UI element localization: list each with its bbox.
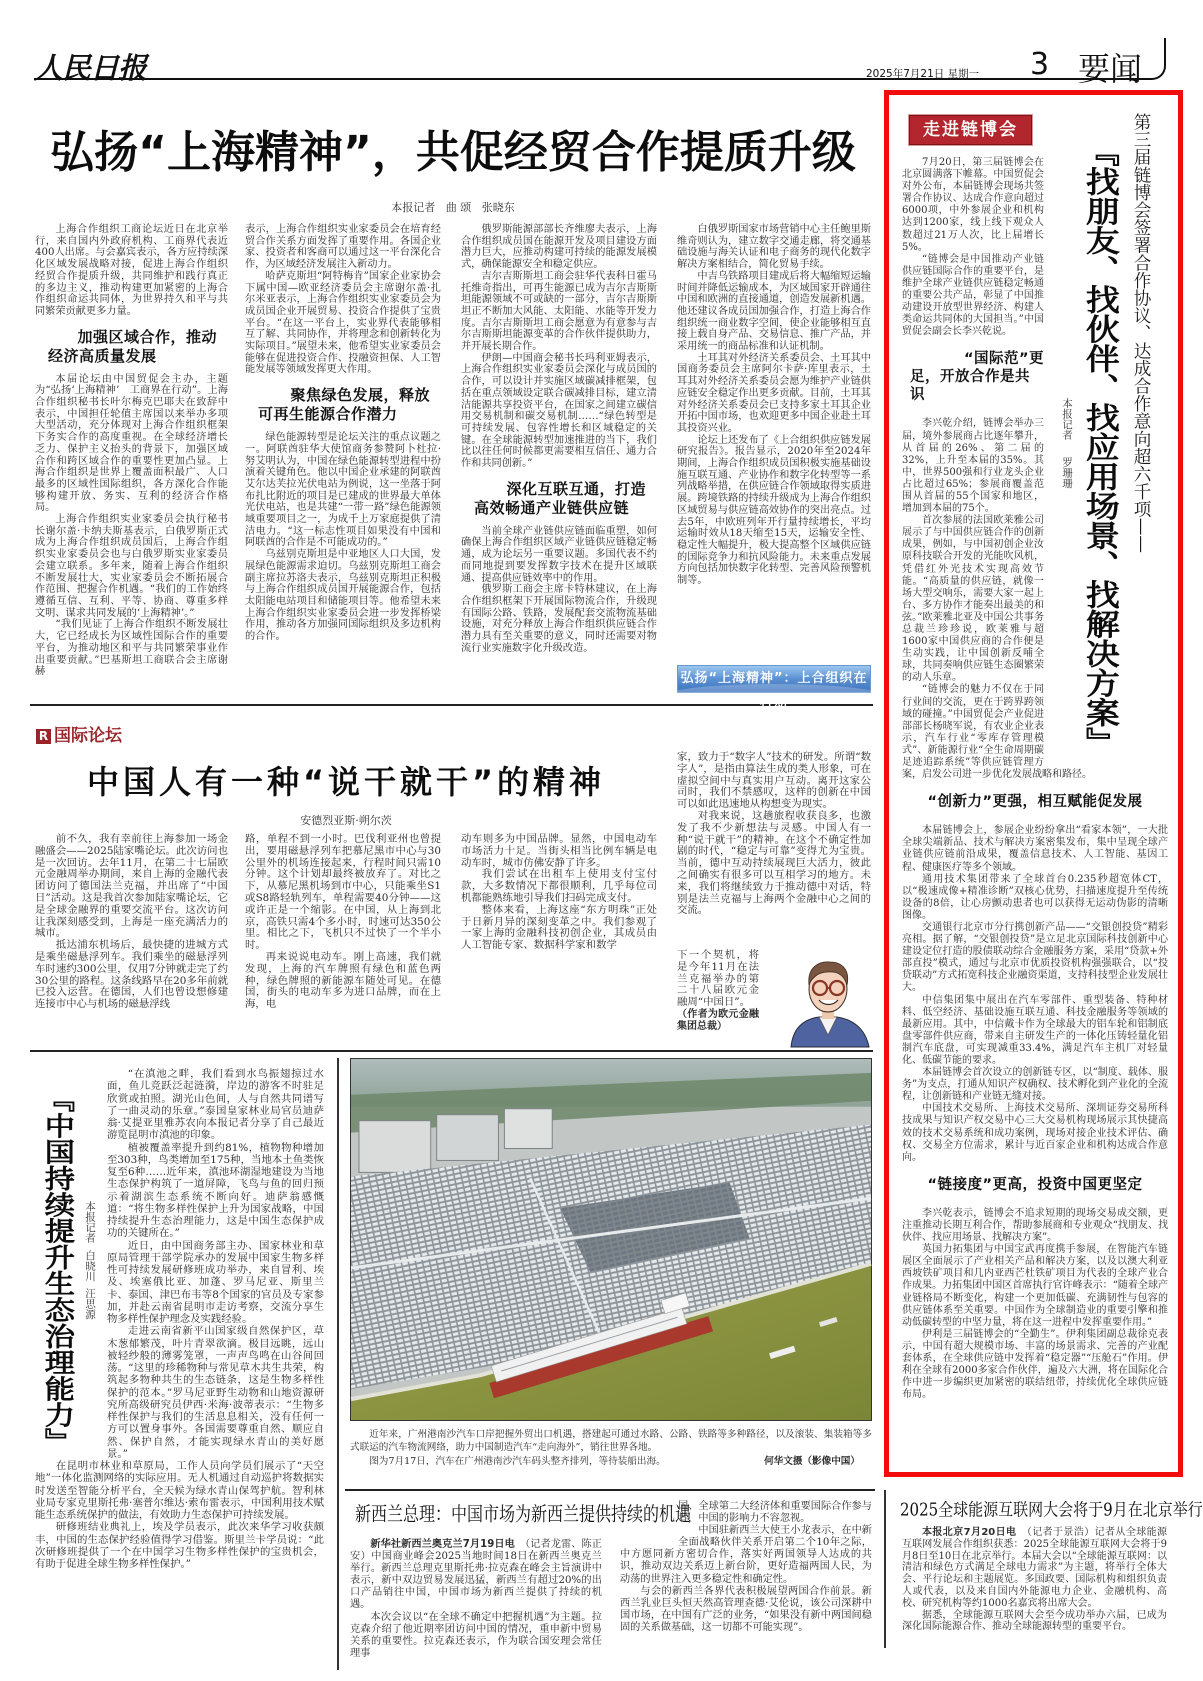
- paragraph: 土耳其对外经济关系委员会、土耳其中国商务委员会主席阿尔卡萨·库里表示，土耳其对外经济关系委员会愿为维护产业链供应链安全稳定作出更多贡献。目前，土耳其对外经济关系委员会已支持多家土耳其企业开拓中国市场，也欢迎更多中国企业赴土耳其投资兴业。: [677, 352, 871, 434]
- paragraph: 李兴乾表示，链博会不追求短期的现场交易成交额，更注重推动长期互利合作，帮助参展商和专业观众“找朋友、找伙伴、找应用场景、找解决方案”。: [902, 1207, 1168, 1244]
- paragraph: “我们见证了上海合作组织不断发展壮大，它已经成长为区域性国际合作的重要平台，为推动地区和平与共同繁荣事业作出重要贡献。”巴基斯坦工商联合会主席谢赫: [35, 619, 228, 678]
- paragraph: 7月20日，第三届链博会在北京圆满落下帷幕。中国贸促会对外公布，本届链博会现场共签署合作协议、达成合作意向超过6000项，中外参展企业和机构达到1200家，线上线下观众人数超过21万人次，比上届增长5%。: [902, 157, 1044, 253]
- chain-expo-subtitle: 第三届链博会签署合作协议、达成合作意向超六千项——: [1131, 113, 1151, 553]
- paragraph: 绿色能源转型是论坛关注的重点议题之一。阿联酋驻华大使馆商务参赞阿卜杜拉·努艾明认为，中国在绿色能源转型进程中扮演着关键角色。他以中国企业承建的阿联酋艾尔达芙拉光伏电站为例说，这一坐落于阿布扎比附近的项目是已建成的世界最大单体光伏电站，也是共建“一带一路”绿色能源领域重要项目之一，为成千上万家庭提供了清洁电力。“这一标志性项目如果没有中国和阿联酋的合作是不可能成功的。”: [245, 432, 441, 549]
- paragraph: 上海合作组织工商论坛近日在北京举行，来自国内外政府机构、工商界代表近400人出席。与会嘉宾表示，各方应持续深化区域发展战略对接，促进上海合作组织经贸合作提质升级，共同维护和践行真正的多边主义，推动构建更加紧密的上海合作组织命运共同体，为世界持久和平与共同繁荣贡献更多力量。: [35, 224, 228, 317]
- forum-column-1: [35, 834, 228, 1044]
- forum-label-text: 国际论坛: [54, 726, 122, 746]
- subhead-line: 经济高质量发展: [48, 346, 157, 365]
- issue-date: 2025年7月21日 星期一: [866, 68, 980, 80]
- photo-car-terminal: [350, 1058, 872, 1421]
- subhead-line: 加强区域合作，推动: [77, 327, 217, 346]
- byline-label: 本报记者: [1061, 398, 1073, 440]
- series-banner: [677, 665, 871, 712]
- subhead-line: 可再生能源合作潜力: [258, 405, 398, 424]
- chain-expo-body: [902, 157, 1168, 1467]
- subhead-line: “国际范”更: [963, 351, 1044, 368]
- lead-byline: 本报记者 曲 颂 张晓东: [391, 201, 515, 214]
- column-tag: 走进链博会: [909, 115, 1032, 145]
- forum-section-label: [36, 726, 122, 746]
- paragraph: 本届链博会首次设立的创新链专区，以“制度、载体、服务”为支点，打通从知识产权确权、技术孵化到产业化的全流程，让创新链和产业链无缝对接。: [902, 1067, 1168, 1103]
- paragraph: 走进云南省新平山国家级自然保护区，草木葱郁繁茂，叶片青翠欲滴。极目远眺，远山被轻纱般的薄雾笼罩，一声声鸟鸣在山谷间回荡。“这里的珍稀物种与常见草木共生共荣，构筑起多物种共生的生态链条，这是生物多样性保护的范本。”罗马尼亚野生动物和山地资源研究所高级研究员伊西·米海·波蒂表示：“生物多样性保护与我们的生活息息相关，没有任何一方可以置身事外。各国需要尊重自然、顺应自然、保护自然，才能实现绿水青山的美好愿景。”: [107, 1325, 324, 1460]
- ecology-article-body: [35, 1068, 324, 1668]
- subhead: “链接度”更高，投资中国更坚定: [927, 1176, 1143, 1193]
- paragraph: 吉尔吉斯斯坦工商会驻华代表科日霍马托维奇指出，可再生能源已成为吉尔吉斯斯坦能源领域不可或缺的一部分，吉尔吉斯斯坦正不断加大风能、太阳能、水能等开发力度。吉尔吉斯斯坦工商会愿意为有意参与吉尔吉斯斯坦能源变革的合作伙伴提供助力，并开展长期合作。: [461, 270, 657, 353]
- r-logo-icon: R: [36, 729, 51, 744]
- paragraph: 伊朗—中国商会秘书长玛利亚姆表示，上海合作组织实业家委员会深化与成员国的合作，可以设计并实施区域碳减排框架，包括在重点领域设定联合碳减排目标，建立清洁能源共享投资平台，在国家之间建立碳信用交易机制和碳交易机制……“绿色转型是可持续发展、包容性增长和区域稳定的关键。在全球能源转型加速推进的当下，我们比以往任何时候都更需要相互信任、通力合作和共同创新。”: [461, 352, 657, 470]
- subhead: [35, 328, 228, 366]
- lead-column-1: [35, 224, 228, 694]
- paragraph: 伊利是三届链博会的“全勤生”。伊利集团副总裁徐克表示，中国有超大规模市场、丰富的场景需求、完善的产业配套体系，在全球供应链中发挥着“稳定器”“压舱石”作用。伊利在全球有2000多家合作伙伴，遍及六大洲，将在国际化合作中进一步编织更加紧密的联结纽带，持续优化全球供应链布局。: [902, 1328, 1168, 1401]
- photo-building: [359, 1121, 431, 1173]
- paragraph: 白俄罗斯国家市场营销中心主任鲍里斯维奇则认为，建立数字交通走廊，将交通基础设施与海关认证和电子商务的现代化数字解决方案相结合，简化贸易手续。: [677, 224, 871, 271]
- paragraph: 交通银行北京市分行携创新产品——“交银创投贷”精彩亮相。据了解，“交银创投贷”是立足北京国际科技创新中心建设定位打造的股债联动综合金融服务方案，采用“贷款+外部直投”模式，通过与北京市优质投资机构强强联合，以“投贷联动”方式拓宽科技企业融资渠道，支持科技型企业发展壮大。: [902, 921, 1168, 994]
- paragraph: 抵达浦东机场后，最快捷的进城方式是乘坐磁悬浮列车。我们乘坐的磁悬浮列车时速约300公里，仅用7分钟就走完了约30公里的路程。这条线路早在20多年前就已投入运营。在德国，人们也曾设想修建连接市中心与机场的磁悬浮线: [35, 939, 228, 1011]
- paragraph: 国、全球第二大经济体和重要国际合作参与者，中国的影响力不容忽视。: [678, 1501, 872, 1525]
- paragraph: 中吉乌铁路项目建成后将大幅缩短运输时间并降低运输成本，为区域国家开辟通往中国和欧洲的直接通道，创造发展新机遇。他还建议各成员国加强合作，打造上海合作组织统一商业数字空间，使企业能够相互直接上载自身产品、交易信息、推广产品，并采用统一的商品标准和认证机制。: [677, 270, 871, 353]
- series-banner-text: 弘扬“上海精神”：上合组织在行动: [680, 671, 868, 712]
- forum-headline: 中国人有一种“说干就干”的精神: [86, 763, 606, 801]
- paragraph: 本届链博会上，参展企业纷纷拿出“看家本领”，一大批全球尖端新品、技术与解决方案密集发布，集中呈现全球产业链供应链前沿成果，覆盖信息技术、人工智能、基因工程、健康医疗等多个领域。: [902, 825, 1168, 873]
- paragraph: 通用技术集团带来了全球首台0.235秒超宽体CT，以“极速成像+精准诊断”双核心优势，扫描速度提升至传统设备的8倍，让心房颤动患者也可以获得无运动伪影的清晰图像。: [902, 873, 1168, 921]
- paragraph: “在滇池之畔，我们看到水鸟振翅掠过水面，鱼儿竞跃泛起涟漪，岸边的游客不时驻足欣赏或拍照。湖光山色间，人与自然共同谱写了一曲灵动的乐章。”泰国皇家林业局官员迪萨翁·艾提亚里雅苏农向本报记者分享了自己最近游览昆明市滇池的印象。: [107, 1068, 324, 1142]
- energy-headline: 2025全球能源互联网大会将于9月在北京举行: [900, 1499, 1203, 1520]
- paragraph: 上海合作组织实业家委员会执行秘书长谢尔盖·卡纳夫斯基表示，白俄罗斯正式成为上海合作组织成员国后，上海合作组织实业家委员会也与白俄罗斯实业家委员会建立联系。多年来，随着上海合作组织不断发展壮大，实业家委员会不断拓展合作范围、把握合作机遇。“我们的工作始终遵循互信、互利、平等、协商、尊重多样文明、谋求共同发展的‘上海精神’。”: [35, 514, 228, 619]
- paragraph: 植被覆盖率提升到约81%，植物物种增加至303种，鸟类增加至175种，当地本土鱼类恢复至6种……近年来，滇池环湖湿地建设为当地生态保护构筑了一道屏障，飞鸟与鱼的回归预示着湖滨生态系统不断向好。迪萨翁感慨道：“将生物多样性保护上升为国家战略，中国持续提升生态治理能力，这是中国生态保护成功的关键所在。”: [107, 1141, 324, 1240]
- paragraph-text: （记者龙雷、陈正安）中国商业峰会2025当地时间18日在新西兰奥克兰举行。新西兰总理克里斯托弗·拉克森在峰会主旨演讲中表示，新中双边贸易发展迅猛，新西兰有超过20%的出口产品销往中国，中国市场为新西兰提供了持续的机遇。: [350, 1539, 602, 1611]
- caption-text: 近年来，广州港南沙汽车口岸把握外贸出口机遇，搭建起可通过水路、公路、铁路等多种路径，以及滚装、集装箱等多式联运的汽车物流网络，助力中国制造汽车“走向海外”，销往世界各地。: [350, 1429, 872, 1454]
- headline-wrap-spacer: [35, 1068, 107, 1458]
- subhead-line: 深化互联互通，打造: [506, 479, 646, 498]
- paragraph: 俄罗斯能源部部长齐维廖夫表示，上海合作组织成员国在能源开发及项目建设方面潜力巨大，应推动构建可持续的能源发展模式，确保能源安全和稳定供应。: [461, 224, 657, 271]
- lead-column-3: [461, 224, 657, 694]
- paragraph: 研修班结业典礼上，埃及学员表示，此次来华学习收获颇丰，中国的生态保护经验值得学习借鉴。斯里兰卡学员说：“此次研修班提供了一个在中国学习生物多样性保护的宝贵机会，有助于促进全球生物多样性保护。”: [35, 1521, 324, 1570]
- chain-expo-feature-box: [884, 90, 1183, 1477]
- photo-caption: [350, 1428, 872, 1468]
- paragraph: [902, 1527, 1167, 1610]
- paragraph: 再来说说电动车。刚上高速，我们就发现，上海的汽车牌照有绿色和蓝色两种，绿色牌照的新能源车随处可见。在德国，街头的电动车多为进口品牌，而在上海，电: [245, 950, 441, 1011]
- paragraph: 近日，由中国商务部主办、国家林业和草原局管理干部学院承办的发展中国家生物多样性可持续发展研修班成功举办，来自冒利、埃及、埃塞俄比亚、加蓬、罗马尼亚、斯里兰卡、泰国、津巴布韦等8个国家的官员及专家参加，并赴云南省昆明市走访考察，交流分享生物多样性保护理念及实践经验。: [107, 1239, 324, 1325]
- forum-column-4: [677, 752, 871, 950]
- dateline: 新华社新西兰奥克兰7月19日电: [370, 1539, 515, 1550]
- photo-credit: 何华文摄（影像中国）: [764, 1455, 860, 1467]
- paragraph: 与会的新西兰各界代表积极展望两国合作前景。新西兰乳业巨头恒天然高管理查德·艾伦说，该公司深耕中国市场，在中国有广泛的业务，“如果没有新中两国间稳固的关系做基础，这一切都不可能实现”。: [620, 1585, 872, 1633]
- photo-building: [504, 1109, 552, 1149]
- subhead: “创新力”更强，相互赋能促发展: [927, 794, 1143, 811]
- headline-wrap-spacer: [620, 1501, 678, 1539]
- nz-column-1: [350, 1539, 602, 1659]
- column-divider: [884, 1490, 886, 1648]
- paragraph: 哈萨克斯坦“阿特梅肯”国家企业家协会下属中国—欧亚经济委员会主席谢尔盖·扎尔米亚表示，上海合作组织实业家委员会为成员国企业开展贸易、投资合作提供了宝贵平台。“在这一平台上，实业界代表能够相互了解、共同协作，并将理念和创新转化为实际项目。”展望未来，他希望实业家委员会能够在促进投资合作、投融资担保、人工智能发展等领域发挥更大作用。: [245, 270, 441, 376]
- ecology-headline: 『中国持续提升生态治理能力』: [39, 1086, 74, 1455]
- caption-detail: 图为7月17日，汽车在广州港南沙汽车码头整齐排列，等待装船出海。: [369, 1455, 666, 1467]
- paragraph: 当前全球产业链供应链面临重塑，如何确保上海合作组织区域产业链供应链稳定畅通，成为论坛另一重要议题。多国代表不约而同地提到要发挥数字技术在提升区域联通、提高供应链效率中的作用。: [461, 525, 657, 584]
- paragraph: 动车则多为中国品牌。显然，中国电动车市场活力十足。当街头相当比例车辆是电动车时，城市仿佛安静了许多。: [461, 833, 657, 869]
- section-name: 要闻: [1078, 50, 1143, 88]
- paragraph: 家，致力于“数字人”技术的研发。所谓“数字人”，是指由算法生成的类人形象，可在虚拟空间中与真实用户互动。离开这家公司时，我们不禁感叹，这样的创新在中国可以如此迅速地从构想变为现实。: [677, 751, 871, 811]
- paragraph: “链博会是中国推动产业链供应链国际合作的重要平台，是维护全球产业链供应链稳定畅通的重要公共产品，彰显了中国推动建设开放型世界经济、构建人类命运共同体的大国担当。”中国贸促会副会长李兴乾说。: [902, 253, 1044, 338]
- caption-row: [350, 1455, 872, 1468]
- subhead-line: 高效畅通产业链供应链: [474, 498, 630, 517]
- paragraph: 对我来说，这趟旅程收获良多，也激发了我不少新想法与灵感。中国人有一种“说干就干”的精神。在这个不确定性加剧的时代，“稳定与可靠”变得尤为宝贵。当前，德中互动持续展现巨大活力，彼此之间确实有很多可以互相学习的地方。未来，我们将继续致力于推动德中对话，特别是法兰克福与上海两个金融中心之间的交流。: [677, 809, 871, 917]
- author-note: （作者为欧元金融集团总裁）: [677, 1008, 759, 1032]
- paragraph: 本届论坛由中国贸促会主办，主题为“弘扬‘上海精神’ 工商界在行动”。上海合作组织秘书长叶尔梅克巴耶夫在致辞中表示，中国担任轮值主席国以来举办多项大型活动，充分体现对上海合作组织框架下务实合作的高度重视。在全球经济增长乏力、保护主义抬头的背景下，加强区域合作和跨区域合作的重要性更加凸显。上海合作组织是世界上覆盖面积最广、人口最多的区域性国际组织，各方深化合作能够构建开放、务实、互利的经济合作格局。: [35, 373, 228, 514]
- nz-column-2: [620, 1501, 872, 1651]
- paragraph: 据悉，全球能源互联网大会至今成功举办六届，已成为深化国际能源合作、推动全球能源转型的重要平台。: [902, 1609, 1167, 1633]
- nz-headline: 新西兰总理：中国市场为新西兰提供持续的机遇: [355, 1502, 692, 1526]
- masthead-rule: [34, 38, 1166, 80]
- paragraph: 中国驻新西兰大使王小龙表示，在中新全面战略伙伴关系开启第二个10年之际，中方愿同新方密切合作，落实好两国领导人达成的共识，推动双边关系迈上新台阶，更好造福两国人民，为动荡的世界注入更多稳定性和确定性。: [620, 1525, 872, 1585]
- paragraph: 英国力拓集团与中国宝武再度携手参展，在智能汽车链展区全面展示了产业相关产品和解决方案，以及以澳大利亚西坡铁矿项目和几内亚西芒杜铁矿项目为代表的全球产业合作成果。力拓集团中国区首席执行官许峰表示：“随着全球产业链格局不断变化，构建一个更加低碳、充满韧性与包容的供应链体系至关重要。中国作为全球制造业的重要引擎和推动低碳转型的中坚力量，将在这一进程中发挥重要作用。”: [902, 1244, 1168, 1328]
- paragraph: 前不久，我有幸前往上海参加一场金融盛会——2025陆家嘴论坛。此次访问也是一次回访。去年11月，在第二十七届欧元金融周举办期间，来自上海的金融代表团访问了德国法兰克福，并出席了“中国日”活动。这是我首次参加陆家嘴论坛，它是全球金融界的重要交流平台。这次访问让我深刻感受到，上海是一座充满活力的城市。: [35, 833, 228, 940]
- section-divider: [345, 1489, 875, 1491]
- paragraph: 整体来看，上海这座“东方明珠”正处于日新月异的深刻变革之中。我们参观了一家上海的金融科技初创企业，其成员由人工智能专家、数据科学家和数学: [461, 903, 657, 952]
- paragraph: 中国技术交易所、上海技术交易所、深圳证券交易所科技成果与知识产权交易中心三大交易机构现场展示其快捷高效的技术交易系统和成功案例，现场对接企业技术评估、确权、交易全方位需求，累计与近百家企业和机构达成合作意向。: [902, 1103, 1168, 1163]
- byline-name: 罗珊珊: [1061, 457, 1073, 489]
- paragraph: [350, 1539, 602, 1612]
- forum-column-2: [245, 834, 441, 1044]
- paragraph: 在昆明市林业和草原局，工作人员向学员们展示了“天空地”一体化监测网络的实际应用。无人机通过自动巡护将数据实时发送至智能分析平台，全天候为绿水青山保驾护航。智利林业局专家克里斯托弗·塞普尔维达·索布雷表示，中国利用技术赋能生态系统保护的做法，有效助力生态保护可持续发展。: [35, 1460, 324, 1521]
- lead-column-2: [245, 224, 441, 694]
- forum-author: 安德烈亚斯·朔尔茨: [300, 814, 392, 827]
- subhead-line: 足，开放合作是共识: [910, 369, 1030, 404]
- column-divider: [337, 1058, 339, 1670]
- paragraph: 论坛上还发布了《上合组织供应链发展研究报告》。报告显示，2020年至2024年期间，上海合作组织成员国积极实施基础设施互联互通、产业协作和数字化转型等一系列战略举措，在供应链合作领域取得实质进展。跨境铁路的持续升级成为上海合作组织区域贸易与供应链高效协作的突出亮点。过去5年，中欧班列年开行量持续增长，平均运输时效从18天缩至15天，运输安全性、稳定性大幅提升，极大提高整个区域供应链的国际竞争力和抗风险能力。未来重点发展方向包括加快数字化转型、完善风险预警机制等。: [677, 434, 871, 587]
- paragraph: 中信集团集中展出在汽车零部件、重型装备、特种材料、低空经济、基础设施互联互通、科技金融服务等领域的最新应用。其中，中信戴卡作为全球最大的铝车轮和铝制底盘零部件供应商，带来自主研发生产的一体化压铸轻量化铝制汽车底盘，可实现减重33.4%，满足汽车主机厂对轻量化、低碳节能的要求。: [902, 994, 1168, 1066]
- lead-headline: 弘扬“上海精神”，共促经贸合作提质升级: [50, 127, 856, 178]
- newspaper-logo: 人民日报: [34, 51, 147, 85]
- paragraph: 下一个契机，将是今年11月在法兰克福举办的第二十八届欧元金融周“中国日”。: [677, 949, 759, 1009]
- photo-building: [437, 1115, 499, 1161]
- subhead: [461, 480, 657, 518]
- paragraph: 我们尝试在出租车上使用支付宝付款，大多数情况下都很顺利，几乎每位司机都能熟练地引导我们扫码完成支付。: [461, 868, 657, 904]
- forum-column-3: [461, 834, 657, 1044]
- dateline: 本报北京7月20日电: [922, 1527, 1017, 1538]
- paragraph: “链博会的魅力不仅在于同行业间的交流，更在于跨界跨领域的碰撞。”中国贸促会产业促进部部长杨晓军说，有农业企业表示，汽车行业“零库存管理模式”、新能源行业“全生命周期碳足迹追踪系统”等供应链管理方案，启发公司进一步优化发展战略和路径。: [902, 684, 1092, 781]
- paragraph: 乌兹别克斯坦是中亚地区人口大国，发展绿色能源需求迫切。乌兹别克斯坦工商会副主席拉苏洛夫表示，乌兹别克斯坦正积极与上海合作组织成员国开展能源合作，包括太阳能电站项目和储能项目等。他希望未来上海合作组织实业家委员会进一步发挥桥梁作用，推动各方加强同国际组织及多边机构的合作。: [245, 549, 441, 643]
- ecology-byline: 本报记者 白晓川 汪思源: [84, 1201, 96, 1320]
- lead-column-4: [677, 224, 871, 660]
- forum-column-4-tail: [677, 950, 759, 1046]
- paragraph: 首次参展的法国欧莱雅公司展示了与中国供应链合作的创新成果，例如，与中国初创企业汝原科技联合开发的光能吹风机，凭借红外光技术实现高效节能。“高质量的供应链，就像一场大型交响乐，需要大家一起上台、多方协作才能奏出最美的和弦。”欧莱雅北亚及中国公共事务总裁兰珍珍说，欧莱雅与超1600家中国供应商的合作便是生动实践，让中国创新反哺全球，共同奏响供应链生态圈繁荣的动人乐章。: [902, 515, 1044, 684]
- paragraph-text: （记者于景浩）记者从全球能源互联网发展合作组织获悉：2025全球能源互联网大会将于9月8日至10日在北京举行。本届大会以“全球能源互联网：以清洁和绿色方式满足全球电力需求”为主题，将举行全体大会、平行论坛和主题展览。多国政要、国际机构和组织负责人或代表，以及来自国内外能源电力企业、金融机构、高校、研究机构等约1000名嘉宾将出席大会。: [902, 1527, 1168, 1609]
- paragraph: 路，单程不到一小时。巴伐利亚州也曾提出，要用磁悬浮列车把慕尼黑市中心与30公里外的机场连接起来，行程时间只需10分钟。这个计划却最终被放弃了。对比之下，从慕尼黑机场到市中心，只能乘坐S1或S8路轻轨列车，单程需要40分钟——这或许正是一个缩影。在中国，从上海到北京，高铁只需4个多小时，时速可达350公里。相比之下，飞机只不过快了一个半小时。: [245, 833, 441, 952]
- subhead: [245, 386, 441, 424]
- author-portrait-illustration: [785, 955, 871, 1047]
- paragraph: 本次会议以“在全球不确定中把握机遇”为主题。拉克森介绍了他近期率团访问中国的情况，重申新中贸易关系的重要性。拉克森还表示，作为联合国安理会常任理事: [350, 1611, 602, 1659]
- page-number: 3: [1030, 47, 1050, 82]
- paragraph: 李兴乾介绍，链博会举办三届，境外参展商占比逐年攀升，从首届的26%、第二届的32%，上升至本届的35%。其中，世界500强和行业龙头企业占比超过65%；参展商覆盖范围从首届的55个国家和地区，增加到本届的75个。: [902, 418, 1044, 515]
- paragraph: 表示，上海合作组织实业家委员会在培育经贸合作关系方面发挥了重要作用。各国企业家、投资者和客商可以通过这一平台深化合作，为区域经济发展注入新动力。: [245, 224, 441, 271]
- energy-article-body: [902, 1527, 1167, 1651]
- paragraph: 俄罗斯工商会主席卡特林建议，在上海合作组织框架下开展国际物流合作，升级现有国际公路、铁路，发展配套交流物流基础设施，对充分释放上海合作组织供应链合作潜力具有至关重要的意义，同时还需要对物流行业实施数字化升级改造。: [461, 584, 657, 654]
- subhead-line: 聚焦绿色发展，释放: [290, 386, 430, 405]
- section-divider: [30, 1050, 873, 1052]
- headline-wrap-spacer: [1044, 157, 1168, 769]
- chain-expo-headline: 『找朋友、找伙伴、找应用场景、找解决方案』: [1081, 137, 1121, 757]
